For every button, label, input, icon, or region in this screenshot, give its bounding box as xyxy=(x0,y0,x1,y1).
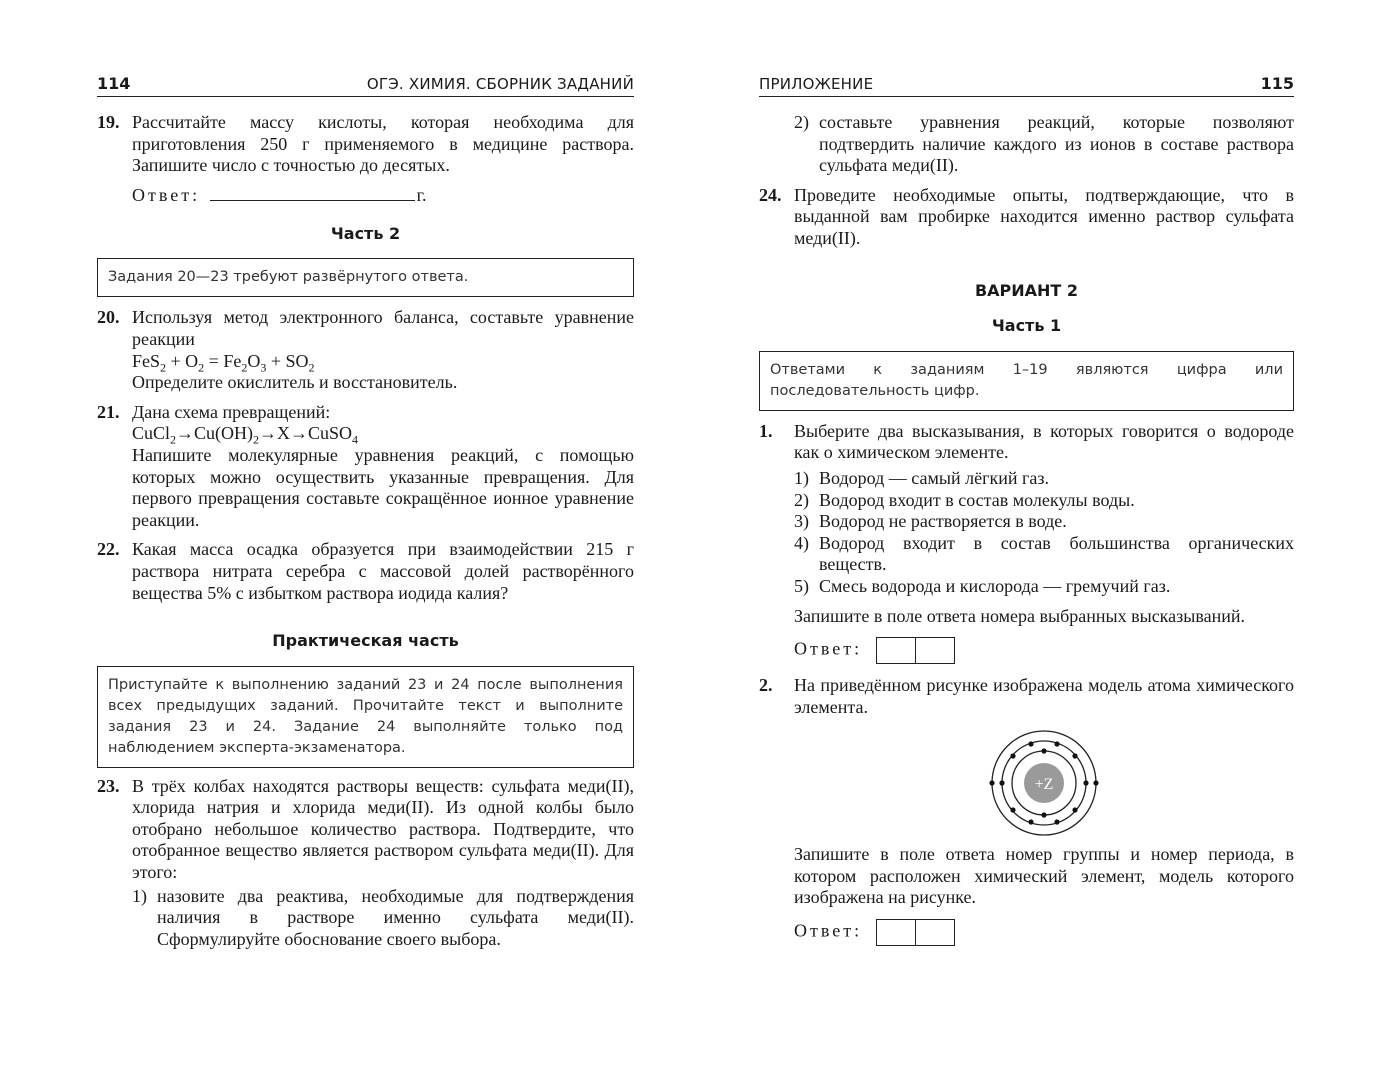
task-2 xyxy=(759,675,1294,943)
answer-line xyxy=(132,185,634,209)
option-text: Смесь водорода и кислорода — гремучий газ. xyxy=(819,575,1171,596)
answer-row xyxy=(794,637,1294,661)
transformation-scheme: $CuCl_2\to Cu(OH)_2\to X\to CuSO_4$ xyxy=(132,423,359,447)
task-number: 1. xyxy=(759,420,773,441)
task-number: 2. xyxy=(759,675,773,696)
option-number: 5) xyxy=(794,575,809,596)
part2-heading: Часть 2 xyxy=(330,223,401,243)
task-text: Рассчитайте массу кислоты, которая необходима для приготовления 250 г применяемого в медицине раствора. Запишите число с точностью до десятых. xyxy=(132,112,634,176)
answer-blank[interactable] xyxy=(210,186,415,201)
task-number: 21. xyxy=(97,401,120,422)
left-page xyxy=(97,0,634,1080)
subitem-number: 2) xyxy=(794,112,809,132)
task-21 xyxy=(97,402,634,532)
part2-note: Задания 20—23 требуют развёрнутого ответа. xyxy=(97,258,634,297)
page-body xyxy=(97,112,634,958)
task-22 xyxy=(97,539,634,604)
task-text: В трёх колбах находятся растворы веществ: сульфата меди(II), хлорида натрия и хлорида меди(II). Из одной колбы было отобрано небольшое количество раствора. Подтвердите, что отобранное вещество является раствором сульфата меди(II). Для этого: xyxy=(132,775,634,883)
option-item xyxy=(794,511,1294,533)
answer-label: Ответ: xyxy=(794,920,863,941)
part1-note: Ответами к заданиям 1–19 являются цифра или последовательность цифр. xyxy=(759,351,1294,411)
task-text: Дана схема превращений: xyxy=(132,401,331,422)
answer-row xyxy=(794,919,1294,943)
task-23 xyxy=(97,776,634,951)
task-subitem-1 xyxy=(132,886,634,951)
task-instruction: Запишите в поле ответа номер группы и номер периода, в котором расположен химический элемент, модель которого изображена на рисунке. xyxy=(794,844,1294,908)
subitem-text: назовите два реактива, необходимые для подтверждения наличия в растворе именно сульфата меди(II). Сформулируйте обоснование своего выбора. xyxy=(157,885,634,949)
task-number: 23. xyxy=(97,775,120,796)
task-text-2: Определите окислитель и восстановитель. xyxy=(132,372,458,393)
answer-box[interactable] xyxy=(916,637,955,664)
page-number: 115 xyxy=(1260,74,1294,93)
task-number: 20. xyxy=(97,307,120,328)
option-number: 3) xyxy=(794,511,809,532)
option-item xyxy=(794,490,1294,512)
task-number: 22. xyxy=(97,539,120,560)
part1-heading: Часть 1 xyxy=(991,316,1062,336)
task-text: Какая масса осадка образуется при взаимодействии 215 г раствора нитрата серебра с массовой долей растворённого вещества 5% с избытком раствора иодида калия? xyxy=(132,539,634,603)
task-subitem-2 xyxy=(794,112,1294,177)
task-1 xyxy=(759,421,1294,661)
answer-label: Ответ: xyxy=(794,638,863,659)
option-item xyxy=(794,576,1294,598)
option-item xyxy=(794,468,1294,490)
option-item xyxy=(794,533,1294,576)
option-number: 4) xyxy=(794,532,809,553)
task-number: 24. xyxy=(759,184,782,205)
answer-box[interactable] xyxy=(876,919,916,946)
page-header xyxy=(759,72,1294,97)
subitem-number: 1) xyxy=(132,885,147,906)
answer-boxes xyxy=(876,919,955,946)
option-text: Водород — самый лёгкий газ. xyxy=(819,467,1049,488)
subitem-text: составьте уравнения реакций, которые позволяют подтвердить наличие каждого из ионов в составе раствора сульфата меди(II). xyxy=(819,112,1294,176)
task-19 xyxy=(97,112,634,209)
page-body xyxy=(759,112,1294,951)
running-title: ОГЭ. ХИМИЯ. СБОРНИК ЗАДАНИЙ xyxy=(366,75,634,93)
option-text: Водород входит в состав молекулы воды. xyxy=(819,489,1135,510)
atom-model-diagram xyxy=(989,728,1099,838)
page-header xyxy=(97,72,634,97)
task-20 xyxy=(97,307,634,393)
variant-heading: ВАРИАНТ 2 xyxy=(974,280,1079,300)
answer-box[interactable] xyxy=(876,637,916,664)
nucleus-label: +Z xyxy=(1034,776,1054,794)
right-page xyxy=(759,0,1294,1080)
answer-unit: г. xyxy=(416,184,427,205)
option-number: 1) xyxy=(794,467,809,488)
answer-label: Ответ: xyxy=(132,184,201,205)
task-24 xyxy=(759,185,1294,250)
task-23-continued xyxy=(759,112,1294,177)
task-text: Используя метод электронного баланса, составьте уравнение реакции xyxy=(132,307,634,349)
answer-boxes xyxy=(876,637,955,664)
task-text: Выберите два высказывания, в которых говорится о водороде как о химическом элементе. xyxy=(794,420,1294,463)
page-number: 114 xyxy=(97,74,131,93)
running-title: ПРИЛОЖЕНИЕ xyxy=(759,75,874,93)
reaction-equation: $FeS_2 + O_2 = Fe_2O_3 + SO_2$ xyxy=(132,350,315,375)
task-instruction: Запишите в поле ответа номера выбранных высказываний. xyxy=(794,605,1245,626)
task-text-2: Напишите молекулярные уравнения реакций, с помощью которых можно осуществить указанные превращения. Для первого превращения составьте сокращённое ионное уравнение реакции. xyxy=(132,444,634,530)
option-number: 2) xyxy=(794,489,809,510)
option-text: Водород не растворяется в воде. xyxy=(819,511,1067,532)
practical-note: Приступайте к выполнению заданий 23 и 24 после выполнения всех предыдущих заданий. Прочитайте текст и выполните задания 23 и 24. Задание 24 выполняйте только под наблюдением эксперта-экзаменатора. xyxy=(97,666,634,768)
option-text: Водород входит в состав большинства органических веществ. xyxy=(819,532,1294,575)
answer-box[interactable] xyxy=(916,919,955,946)
option-list xyxy=(794,468,1294,598)
task-number: 19. xyxy=(97,112,120,132)
practical-heading: Практическая часть xyxy=(272,631,459,651)
task-text: На приведённом рисунке изображена модель атома химического элемента. xyxy=(794,675,1294,717)
task-text: Проведите необходимые опыты, подтверждающие, что в выданной вам пробирке находится именно раствор сульфата меди(II). xyxy=(794,184,1294,248)
